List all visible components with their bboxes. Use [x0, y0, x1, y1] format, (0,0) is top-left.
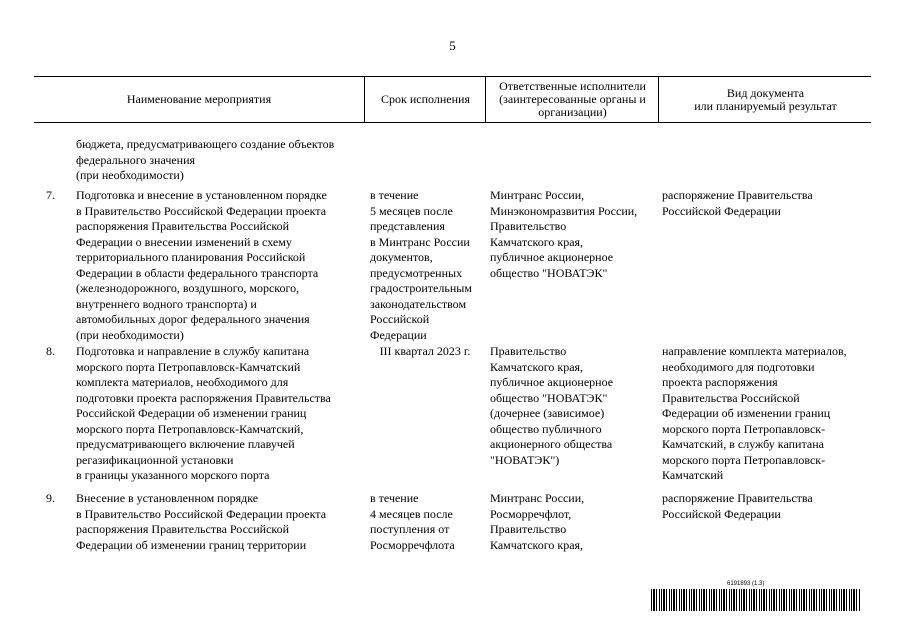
row-8-number: 8.: [46, 344, 55, 358]
row-9-document: распоряжение Правительства Российской Федерации: [662, 491, 813, 521]
header-document: Вид документа или планируемый результат: [658, 77, 872, 122]
header-name: Наименование мероприятия: [126, 92, 272, 106]
row-7-term: в течение 5 месяцев после представления в Минтранс России документов, предусмотренных градостроительным законодательством Российской Федерации: [370, 188, 472, 342]
row-9-term: в течение 4 месяцев после поступления от Росморречфлота: [370, 491, 455, 552]
row-9-name: Внесение в установленном порядке в Правительство Российской Федерации проекта распоряжения Правительства Российской Федерации об изменении границ территории: [76, 491, 327, 552]
table-header: [34, 76, 871, 123]
row-9-executors: Минтранс России, Росморречфлот, Правительство Камчатского края,: [490, 491, 585, 552]
header-executors: Ответственные исполнители (заинтересованные органы и организации): [485, 77, 659, 122]
row-7-executors: Минтранс России, Минэкономразвития России, Правительство Камчатского края, публичное акционерное общество "НОВАТЭК": [490, 188, 638, 280]
row-8-executors: Правительство Камчатского края, публичное акционерное общество "НОВАТЭК" (дочернее (зависимое) общество публичного акционерного общества "НОВАТЭК"): [490, 344, 614, 467]
row-8-term: III квартал 2023 г.: [379, 344, 471, 358]
barcode-label: 6191893 (1.3): [727, 581, 765, 587]
row-7-number: 7.: [46, 188, 55, 202]
continuation-name: бюджета, предусматривающего создание объектов федерального значения (при необходимости): [76, 137, 335, 182]
page-number: 5: [449, 38, 456, 53]
row-8-document: направление комплекта материалов, необходимого для подготовки проекта распоряжения Правительства Российской Федерации об изменении границ морского порта Петропавловск- Камчатский, в службу капитана морского порта Петропавловск- Камчатский: [662, 344, 847, 482]
row-8-name: Подготовка и направление в службу капитана морского порта Петропавловск-Камчатский комплекта материалов, необходимого для подготовки проекта распоряжения Правительства Российской Федерации об изменении границ морского порта Петропавловск-Камчатский, предусматривающего включение плавучей регазификационной установки в границы указанного морского порта: [76, 344, 331, 482]
barcode-icon: [651, 589, 861, 611]
header-term: Срок исполнения: [364, 77, 486, 122]
row-9-number: 9.: [46, 491, 55, 505]
row-7-name: Подготовка и внесение в установленном порядке в Правительство Российской Федерации проекта распоряжения Правительства Российской Федерации о внесении изменений в схему территориального планирования Российской Федерации в области федерального транспорта (железнодорожного, воздушного, морского, внутреннего водного транспорта) и автомобильных дорог федерального значения (при необходимости): [76, 188, 327, 342]
row-7-document: распоряжение Правительства Российской Федерации: [662, 188, 813, 218]
